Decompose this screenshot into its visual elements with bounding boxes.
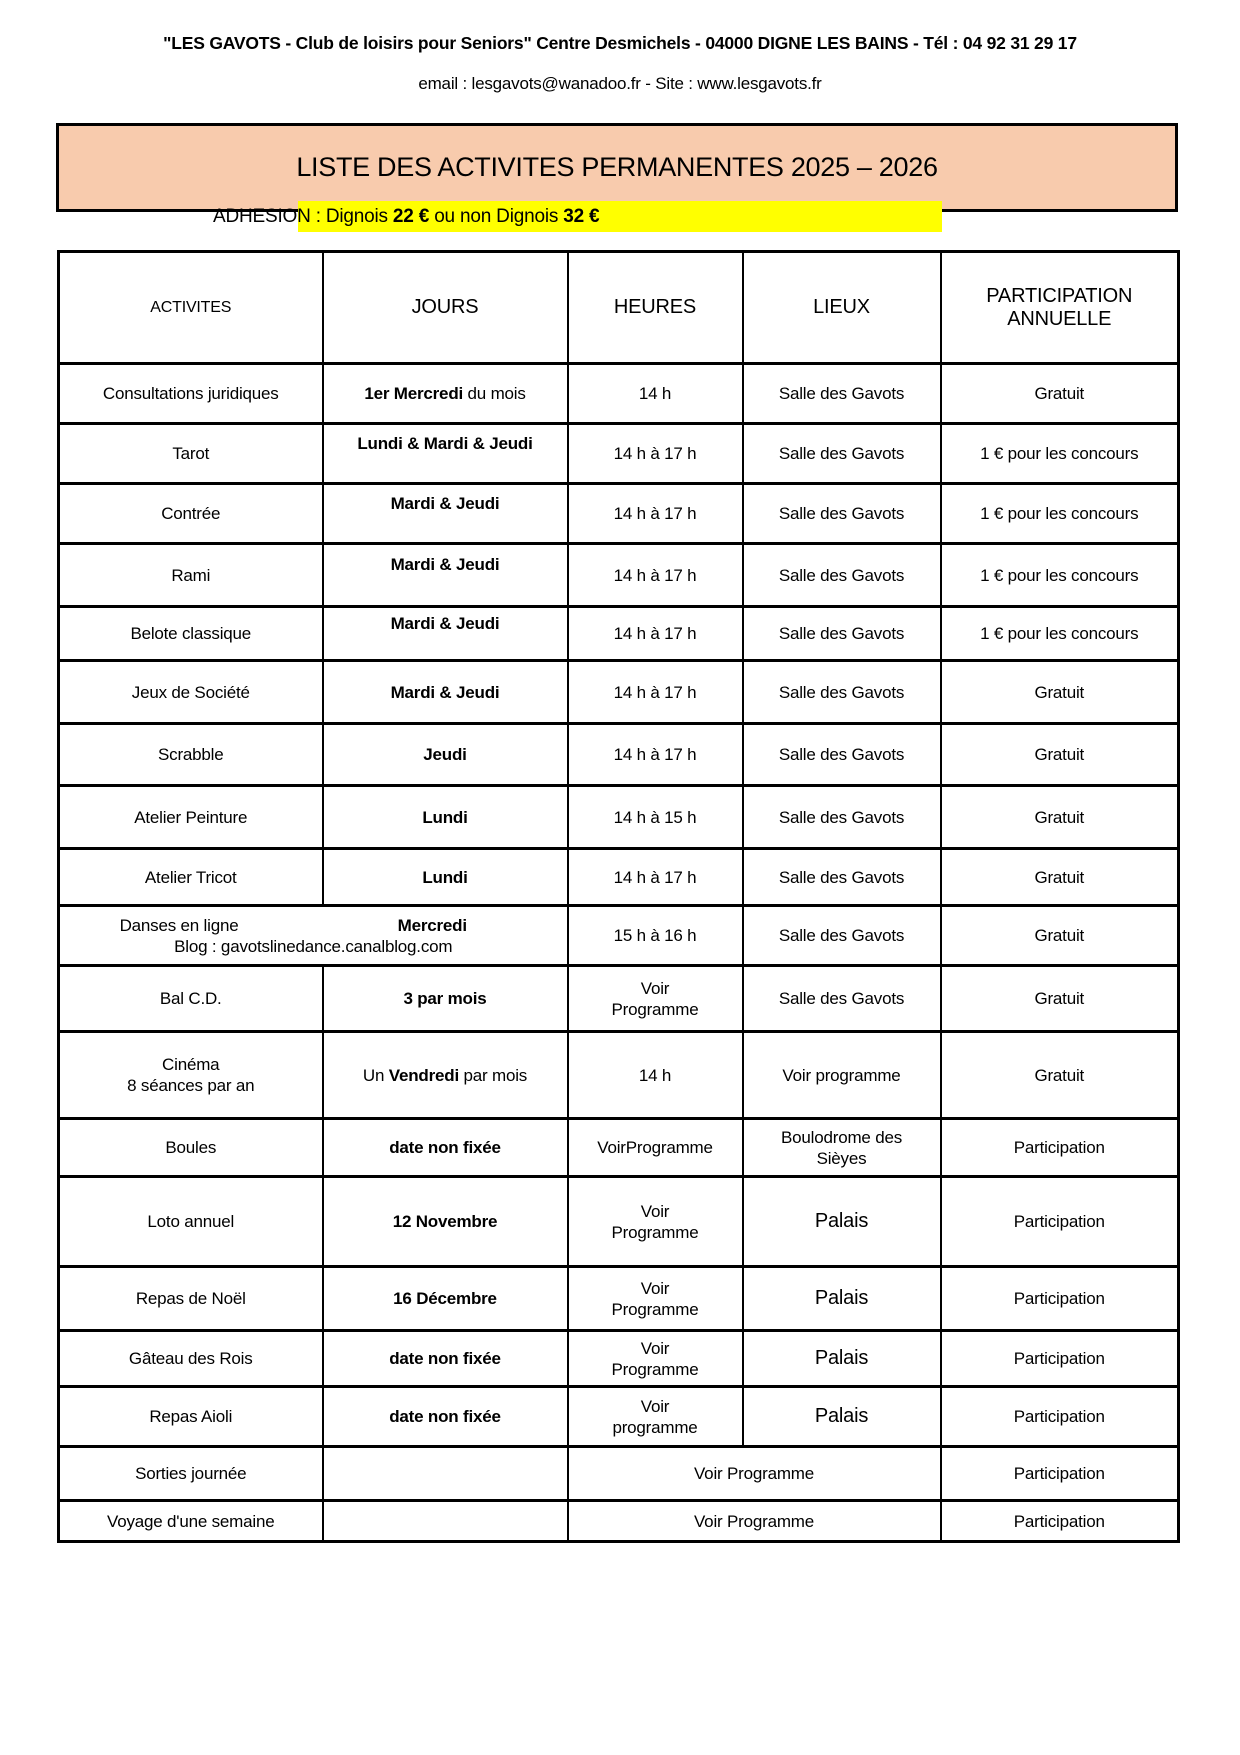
activity-row <box>59 786 1179 849</box>
header-participation <box>941 252 1179 364</box>
activity-cell: Repas de Noël <box>59 1267 323 1331</box>
lieux-cell: Palais <box>743 1177 941 1267</box>
activities-table-wrapper <box>57 250 1180 1543</box>
activity-cell: Contrée <box>59 484 323 544</box>
participation-cell: Gratuit <box>941 661 1179 724</box>
club-contact-line: email : lesgavots@wanadoo.fr - Site : www.lesgavots.fr <box>418 74 822 93</box>
header-participation-line2: ANNUELLE <box>1007 307 1112 330</box>
activity-row <box>59 1267 1179 1331</box>
header-lieux: LIEUX <box>743 252 941 364</box>
activity-row <box>59 484 1179 544</box>
lieux-cell: Salle des Gavots <box>743 607 941 661</box>
heures-cell: VoirProgramme <box>568 1119 743 1177</box>
heures-cell: 14 h à 17 h <box>568 724 743 786</box>
activity-cell: Atelier Tricot <box>59 849 323 906</box>
heures-cell: 14 h à 17 h <box>568 424 743 484</box>
lieux-cell: Salle des Gavots <box>743 966 941 1032</box>
heures-cell: 14 h à 17 h <box>568 849 743 906</box>
participation-cell: Participation <box>941 1387 1179 1447</box>
lieux-cell: Salle des Gavots <box>743 724 941 786</box>
adhesion-note: ADHESION : Dignois 22 € ou non Dignois 32 € <box>213 206 600 227</box>
activity-cell: Atelier Peinture <box>59 786 323 849</box>
heures-cell: Voir programme <box>568 1387 743 1447</box>
jours-cell: date non fixée <box>323 1119 568 1177</box>
activity-row <box>59 544 1179 607</box>
activity-row <box>59 1331 1179 1387</box>
jours-cell: 12 Novembre <box>323 1177 568 1267</box>
participation-cell: Gratuit <box>941 724 1179 786</box>
participation-cell: 1 € pour les concours <box>941 424 1179 484</box>
jours-cell: Jeudi <box>323 724 568 786</box>
participation-cell: Gratuit <box>941 1032 1179 1119</box>
lieux-cell: Salle des Gavots <box>743 849 941 906</box>
activity-row <box>59 424 1179 484</box>
participation-cell: Gratuit <box>941 849 1179 906</box>
jours-cell: Lundi <box>323 786 568 849</box>
activity-row <box>59 661 1179 724</box>
activity-cell: Bal C.D. <box>59 966 323 1032</box>
lieux-cell: Palais <box>743 1331 941 1387</box>
table-header-row <box>59 252 1179 364</box>
table-body <box>59 364 1179 1542</box>
lieux-cell: Salle des Gavots <box>743 364 941 424</box>
activity-row <box>59 364 1179 424</box>
jours-cell: 16 Décembre <box>323 1267 568 1331</box>
participation-cell: Participation <box>941 1447 1179 1501</box>
activity-cell: Tarot <box>59 424 323 484</box>
activity-row <box>59 1501 1179 1542</box>
participation-cell: 1 € pour les concours <box>941 484 1179 544</box>
header-heures: HEURES <box>568 252 743 364</box>
programme-merged-cell: Voir Programme <box>568 1501 941 1542</box>
activity-cell: Loto annuel <box>59 1177 323 1267</box>
lieux-cell: Salle des Gavots <box>743 424 941 484</box>
lieux-cell: Salle des Gavots <box>743 661 941 724</box>
activity-row <box>59 1119 1179 1177</box>
activity-row <box>59 966 1179 1032</box>
activity-cell: Sorties journée <box>59 1447 323 1501</box>
jours-cell <box>323 1447 568 1501</box>
participation-cell: Participation <box>941 1331 1179 1387</box>
activity-jours-merged-cell <box>59 906 568 966</box>
lieux-cell: Palais <box>743 1387 941 1447</box>
activity-cell: Cinéma 8 séances par an <box>59 1032 323 1119</box>
jours-cell: 3 par mois <box>323 966 568 1032</box>
participation-cell: Participation <box>941 1501 1179 1542</box>
jours-cell: Mardi & Jeudi <box>323 661 568 724</box>
title-banner <box>56 123 1178 212</box>
header-jours: JOURS <box>323 252 568 364</box>
heures-cell: 14 h à 17 h <box>568 607 743 661</box>
activity-row <box>59 906 1179 966</box>
heures-cell: Voir Programme <box>568 1267 743 1331</box>
jours-cell: Lundi <box>323 849 568 906</box>
participation-cell: Gratuit <box>941 966 1179 1032</box>
jours-cell: Mardi & Jeudi <box>323 607 568 661</box>
activity-row <box>59 1447 1179 1501</box>
jours-cell <box>323 1501 568 1542</box>
jours-cell: Lundi & Mardi & Jeudi <box>323 424 568 484</box>
heures-cell: 15 h à 16 h <box>568 906 743 966</box>
jours-cell: date non fixée <box>323 1331 568 1387</box>
activity-cell: Rami <box>59 544 323 607</box>
lieux-cell: Salle des Gavots <box>743 484 941 544</box>
jours-label: Mercredi <box>397 915 467 935</box>
heures-cell: 14 h <box>568 1032 743 1119</box>
heures-cell: 14 h à 17 h <box>568 661 743 724</box>
heures-cell: 14 h à 17 h <box>568 544 743 607</box>
activity-row <box>59 849 1179 906</box>
heures-cell: 14 h à 15 h <box>568 786 743 849</box>
activity-cell: Consultations juridiques <box>59 364 323 424</box>
activity-row <box>59 607 1179 661</box>
jours-cell: Mardi & Jeudi <box>323 484 568 544</box>
participation-cell: 1 € pour les concours <box>941 607 1179 661</box>
jours-cell: Mardi & Jeudi <box>323 544 568 607</box>
lieux-cell: Salle des Gavots <box>743 906 941 966</box>
heures-cell: Voir Programme <box>568 1331 743 1387</box>
heures-cell: Voir Programme <box>568 966 743 1032</box>
activity-cell: Belote classique <box>59 607 323 661</box>
participation-cell: Participation <box>941 1177 1179 1267</box>
club-header-line: "LES GAVOTS - Club de loisirs pour Seniors" Centre Desmichels - 04000 DIGNE LES BAINS - Tél : 04 92 31 29 17 <box>163 33 1077 53</box>
header-activites: ACTIVITES <box>59 252 323 364</box>
participation-cell: Gratuit <box>941 906 1179 966</box>
participation-cell: Gratuit <box>941 364 1179 424</box>
header-participation-line1: PARTICIPATION <box>986 284 1133 307</box>
lieux-cell: Salle des Gavots <box>743 786 941 849</box>
activity-row <box>59 1387 1179 1447</box>
activity-cell: Jeux de Société <box>59 661 323 724</box>
activity-label: Danses en ligne <box>119 915 239 935</box>
activity-row <box>59 1032 1179 1119</box>
lieux-cell: Salle des Gavots <box>743 544 941 607</box>
page-title: LISTE DES ACTIVITES PERMANENTES 2025 – 2026 <box>296 152 938 182</box>
heures-cell: 14 h <box>568 364 743 424</box>
activity-row <box>59 724 1179 786</box>
jours-cell: Un Vendredi par mois <box>323 1032 568 1119</box>
activity-row <box>59 1177 1179 1267</box>
activity-cell: Repas Aioli <box>59 1387 323 1447</box>
programme-merged-cell: Voir Programme <box>568 1447 941 1501</box>
participation-cell: 1 € pour les concours <box>941 544 1179 607</box>
participation-cell: Participation <box>941 1119 1179 1177</box>
heures-cell: Voir Programme <box>568 1177 743 1267</box>
lieux-cell: Voir programme <box>743 1032 941 1119</box>
heures-cell: 14 h à 17 h <box>568 484 743 544</box>
activities-table <box>57 250 1180 1543</box>
lieux-cell: Boulodrome des Sièyes <box>743 1119 941 1177</box>
participation-cell: Participation <box>941 1267 1179 1331</box>
jours-cell: 1er Mercredi du mois <box>323 364 568 424</box>
activity-cell: Boules <box>59 1119 323 1177</box>
jours-cell: date non fixée <box>323 1387 568 1447</box>
participation-cell: Gratuit <box>941 786 1179 849</box>
activity-cell: Gâteau des Rois <box>59 1331 323 1387</box>
activity-blog-label: Blog : gavotslinedance.canalblog.com <box>174 936 453 956</box>
activity-cell: Voyage d'une semaine <box>59 1501 323 1542</box>
activity-cell: Scrabble <box>59 724 323 786</box>
lieux-cell: Palais <box>743 1267 941 1331</box>
